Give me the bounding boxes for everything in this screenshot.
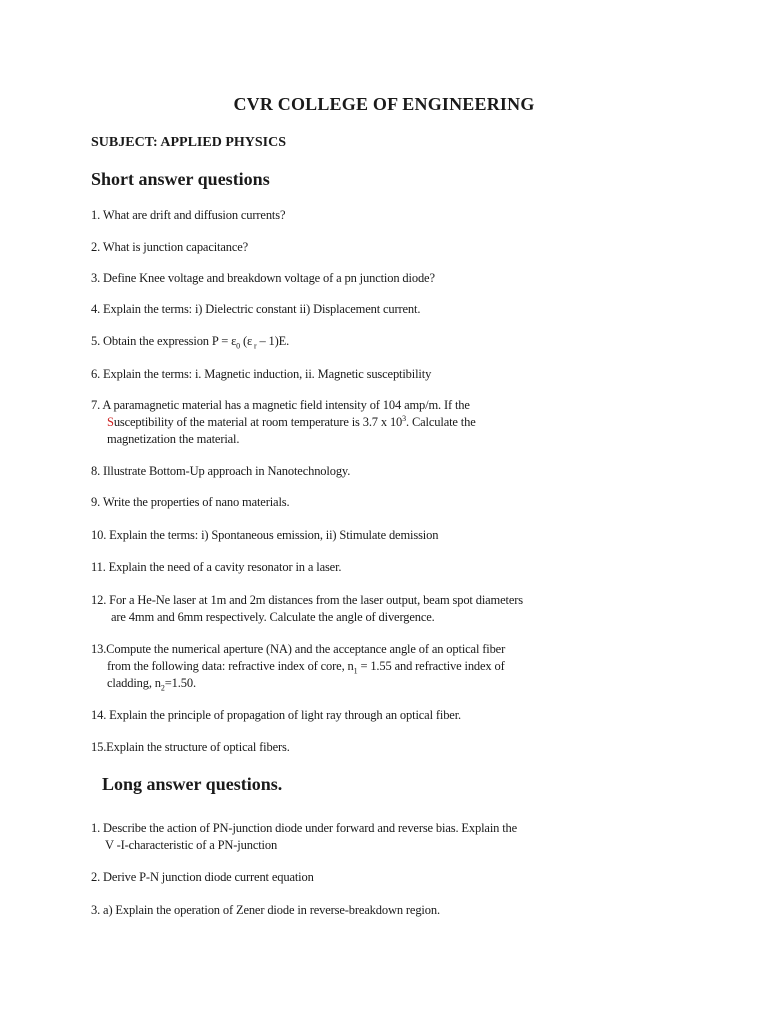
short-question-14: 14. Explain the principle of propagation of light ray through an optical fiber. [91, 708, 461, 722]
long-question-1: 1. Describe the action of PN-junction diode under forward and reverse bias. Explain the V -I-characteristic of a PN-junction [91, 821, 518, 852]
short-question-4: 4. Explain the terms: i) Dielectric constant ii) Displacement current. [91, 302, 421, 316]
short-question-11: 11. Explain the need of a cavity resonator in a laser. [91, 560, 342, 574]
subject-line: SUBJECT: APPLIED PHYSICS [91, 135, 287, 150]
short-answer-heading: Short answer questions [91, 169, 270, 189]
short-question-13: 13.Compute the numerical aperture (NA) and the acceptance angle of an optical fiber from the following data: refractive index of core, $n_1 = 1.55$ and refractive index of cladding, $n_2=1.50$. [91, 642, 506, 693]
short-question-8: 8. Illustrate Bottom-Up approach in Nanotechnology. [91, 464, 351, 478]
short-question-9: 9. Write the properties of nano materials. [91, 495, 290, 509]
short-question-2: 2. What is junction capacitance? [91, 240, 249, 254]
short-question-7: 7. A paramagnetic material has a magnetic field intensity of 104 amp/m. If the Susceptibility of the material at room temperature is 3.7 x $10^3$. Calculate the magnetization the material. [91, 398, 476, 446]
short-question-6: 6. Explain the terms: i. Magnetic induction, ii. Magnetic susceptibility [91, 367, 432, 381]
short-question-15: 15.Explain the structure of optical fibers. [91, 740, 290, 754]
college-title: CVR COLLEGE OF ENGINEERING [233, 94, 535, 114]
short-question-1: 1. What are drift and diffusion currents? [91, 208, 286, 222]
long-answer-heading: Long answer questions. [102, 774, 283, 794]
short-question-5: 5. Obtain the expression $P = \varepsilon_0$ (ε $_r$ – 1)E. [91, 334, 290, 351]
short-question-10: 10. Explain the terms: i) Spontaneous emission, ii) Stimulate demission [91, 528, 439, 542]
long-question-3: 3. a) Explain the operation of Zener diode in reverse-breakdown region. [91, 903, 440, 917]
short-question-3: 3. Define Knee voltage and breakdown voltage of a pn junction diode? [91, 271, 435, 285]
short-question-12: 12. For a He-Ne laser at 1m and 2m distances from the laser output, beam spot diameters are 4mm and 6mm respectively. Calculate the angle of divergence. [91, 593, 523, 624]
long-question-2: 2. Derive P-N junction diode current equation [91, 870, 314, 884]
